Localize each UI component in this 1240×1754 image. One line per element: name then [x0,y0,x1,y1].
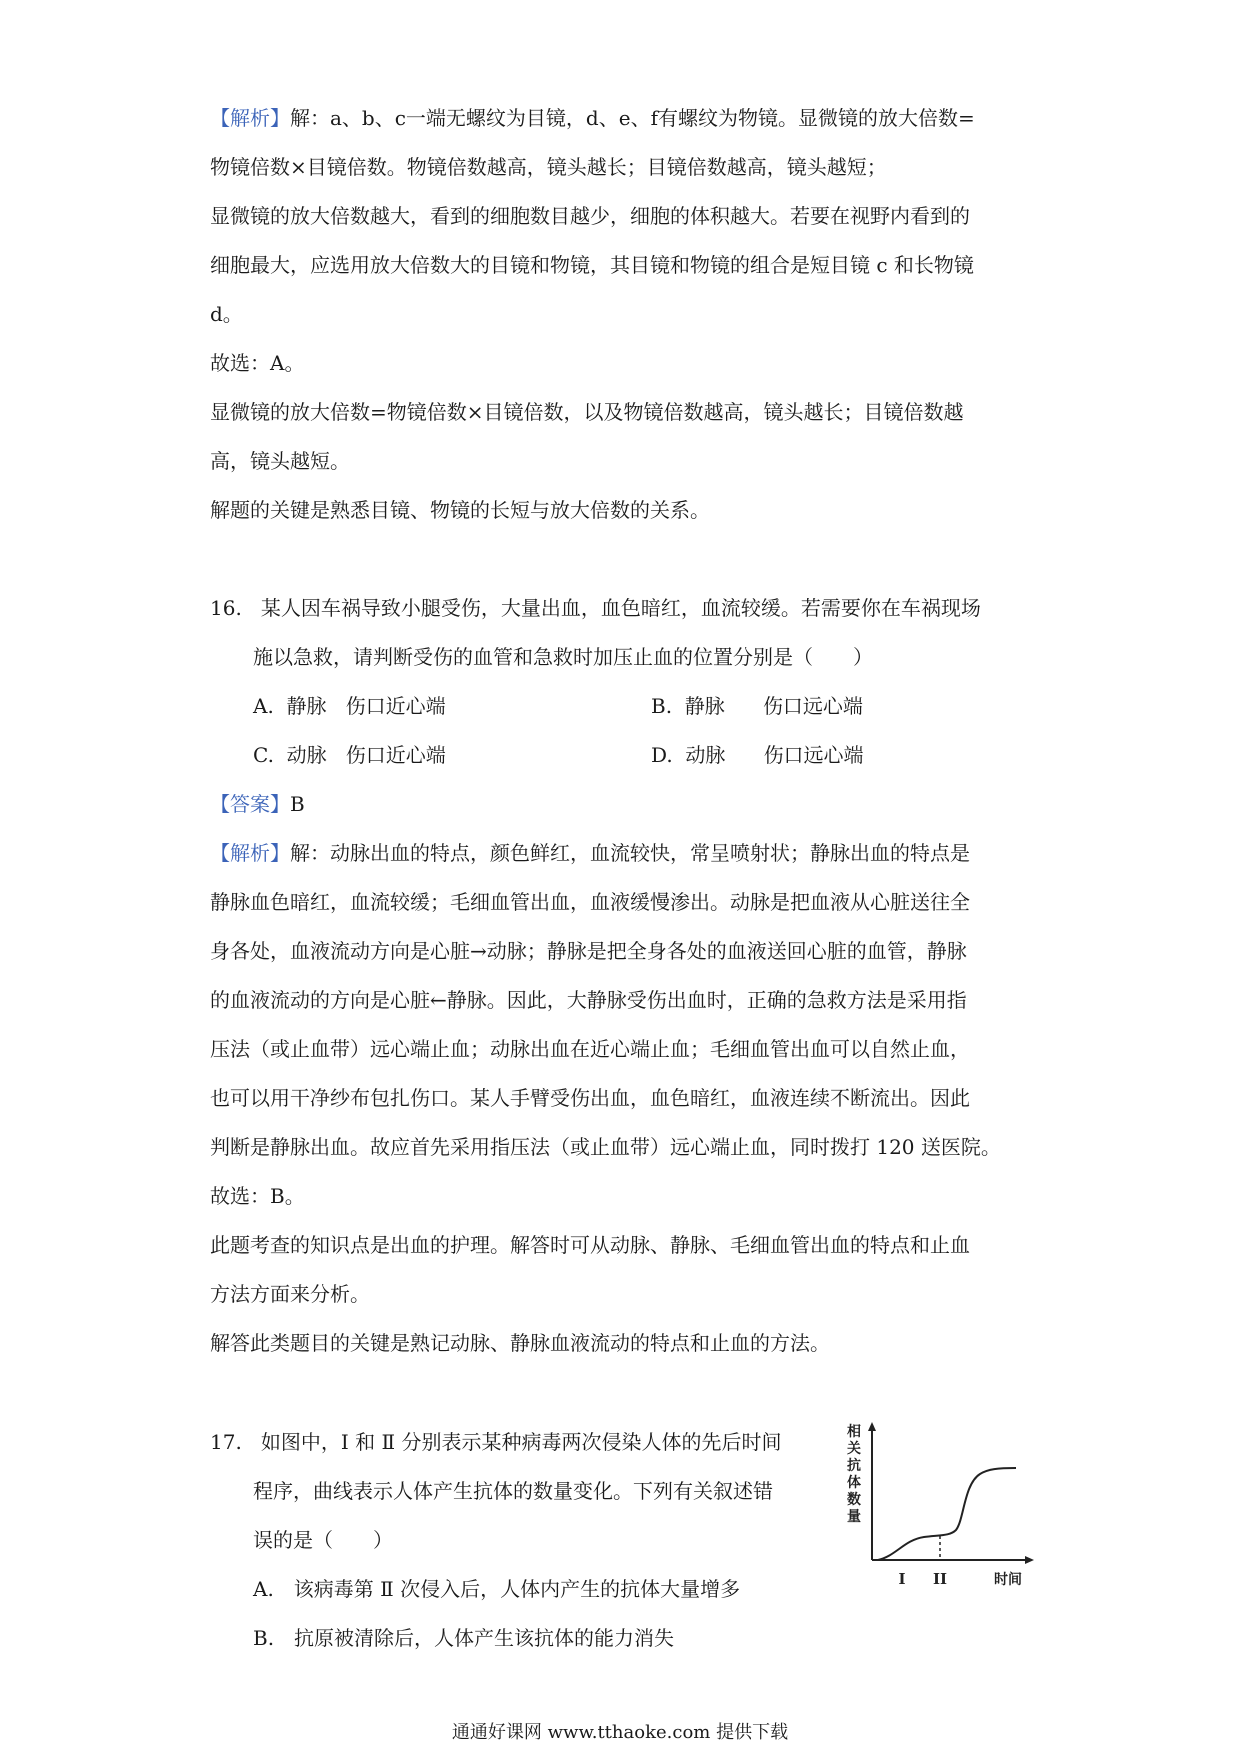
analysis-line-1: 【解析】解：a、b、c一端无螺纹为目镜，d、e、f有螺纹为物镜。显微镜的放大倍数= [210,106,975,130]
q16-analysis-line-11: 解答此类题目的关键是熟记动脉、静脉血液流动的特点和止血的方法。 [210,1331,830,1355]
q16-analysis-line-4: 的血液流动的方向是心脏←静脉。因此，大静脉受伤出血时，正确的急救方法是采用指 [210,988,967,1012]
q17-stem-line-2: 程序，曲线表示人体产生抗体的数量变化。下列有关叙述错 [253,1479,773,1503]
q16-analysis-line-7: 判断是静脉出血。故应首先采用指压法（或止血带）远心端止血，同时拨打 120 送医院。 [210,1135,1001,1159]
q16-analysis-line-9: 此题考查的知识点是出血的护理。解答时可从动脉、静脉、毛细血管出血的特点和止血 [210,1233,970,1257]
x-tick-ii: II [932,1570,948,1588]
q16-analysis-line-6: 也可以用干净纱布包扎伤口。某人手臂受伤出血，血色暗红，血液连续不断流出。因此 [210,1086,970,1110]
q16-analysis-line-8: 故选：B。 [210,1184,305,1208]
analysis-line-5: d。 [210,302,243,326]
analysis-line-9: 解题的关键是熟悉目镜、物镜的长短与放大倍数的关系。 [210,498,710,522]
analysis-tag: 【解析】 [210,841,290,865]
q17-stem-line-3: 误的是（ ） [253,1528,393,1552]
x-tick-i: I [898,1570,906,1588]
q17-number: 17. [210,1430,242,1454]
q17-option-b: B. 抗原被清除后，人体产生该抗体的能力消失 [253,1626,675,1650]
analysis-line-6: 故选：A。 [210,351,305,375]
analysis-line-3: 显微镜的放大倍数越大，看到的细胞数目越少，细胞的体积越大。若要在视野内看到的 [210,204,970,228]
q16-option-a: A. 静脉 伤口近心端 [253,694,446,718]
x-axis-arrow [1025,1556,1034,1564]
answer-tag: 【答案】 [210,792,290,816]
analysis-line-8: 高，镜头越短。 [210,449,350,473]
q16-analysis-line-5: 压法（或止血带）远心端止血；动脉出血在近心端止血；毛细血管出血可以自然止血， [210,1037,970,1061]
analysis-line-4: 细胞最大，应选用放大倍数大的目镜和物镜，其目镜和物镜的组合是短目镜 c 和长物镜 [210,253,974,277]
q17-option-a: A. 该病毒第 Ⅱ 次侵入后，人体内产生的抗体大量增多 [253,1577,741,1601]
q16-number: 16. [210,596,242,620]
q16-answer: 【答案】B [210,792,305,816]
y-axis-arrow [868,1422,876,1431]
q16-option-b: B. 静脉 伤口远心端 [651,694,863,718]
q16-stem-line-1: 16. 某人因车祸导致小腿受伤，大量出血，血色暗红，血流较缓。若需要你在车祸现场 [210,596,981,620]
q16-analysis-line-2: 静脉血色暗红，血流较缓；毛细血管出血，血液缓慢渗出。动脉是把血液从心脏送往全 [210,890,970,914]
q16-option-d: D. 动脉 伤口远心端 [651,743,864,767]
page-footer: 通通好课网 www.tthaoke.com 提供下载 [451,1722,789,1743]
analysis-tag: 【解析】 [210,106,290,130]
q16-analysis-line-1: 【解析】解：动脉出血的特点，颜色鲜红，血流较快，常呈喷射状；静脉出血的特点是 [210,841,970,865]
q17-stem-line-1: 17. 如图中，I 和 Ⅱ 分别表示某种病毒两次侵染人体的先后时间 [210,1430,782,1454]
q16-analysis-line-3: 身各处，血液流动方向是心脏→动脉；静脉是把全身各处的血液送回心脏的血管，静脉 [210,939,967,963]
analysis-line-7: 显微镜的放大倍数=物镜倍数×目镜倍数，以及物镜倍数越高，镜头越长；目镜倍数越 [210,400,964,424]
q16-stem-line-2: 施以急救，请判断受伤的血管和急救时加压止血的位置分别是（ ） [253,645,873,669]
analysis-line-2: 物镜倍数×目镜倍数。物镜倍数越高，镜头越长；目镜倍数越高，镜头越短； [210,155,887,179]
antibody-chart [838,1420,1078,1588]
chart-xlabel: 时间 [994,1572,1022,1588]
q16-analysis-line-10: 方法方面来分析。 [210,1282,370,1306]
chart-ylabel: 相关抗体数量 [847,1424,861,1525]
q16-option-c: C. 动脉 伤口近心端 [253,743,446,767]
antibody-curve [878,1468,1016,1560]
